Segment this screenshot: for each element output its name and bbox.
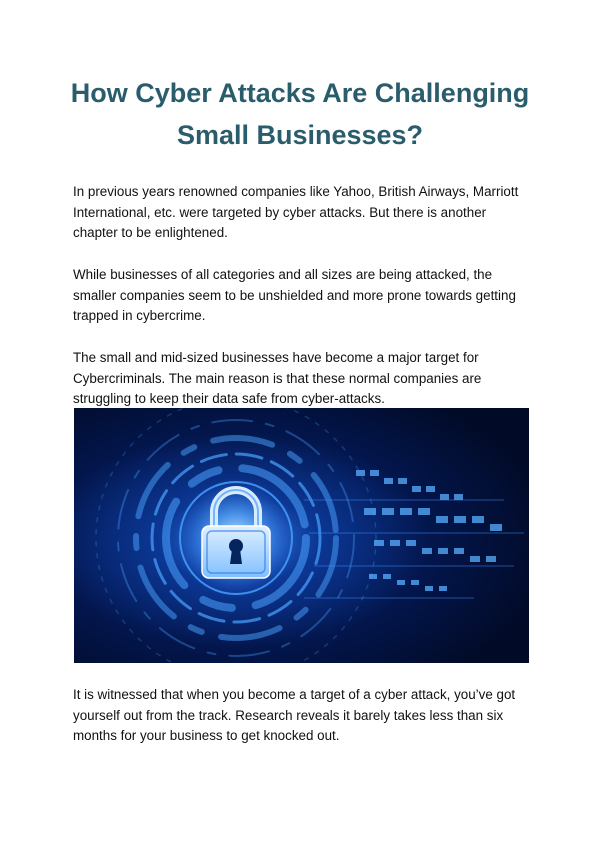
paragraph-intro: In previous years renowned companies like Yahoo, British Airways, Marriott International, etc. were targeted by cyber attacks. But there is another chapter to be enlightened.	[73, 184, 519, 240]
paragraph-major-target: The small and mid-sized businesses have become a major target for Cybercriminals. The main reason is that these normal companies are struggling to keep their data safe from cyber-attacks.	[73, 350, 482, 406]
cyber-security-image	[74, 408, 529, 663]
page-title: How Cyber Attacks Are Challenging Small Businesses?	[70, 78, 530, 150]
padlock-illustration	[74, 408, 529, 663]
paragraph-small-companies: While businesses of all categories and all sizes are being attacked, the smaller companies seem to be unshielded and more prone towards getting trapped in cybercrime.	[73, 267, 516, 323]
paragraph-knocked-out: It is witnessed that when you become a target of a cyber attack, you’ve got yourself out from the track. Research reveals it barely takes less than six months for your business to get knocked out.	[73, 687, 516, 743]
